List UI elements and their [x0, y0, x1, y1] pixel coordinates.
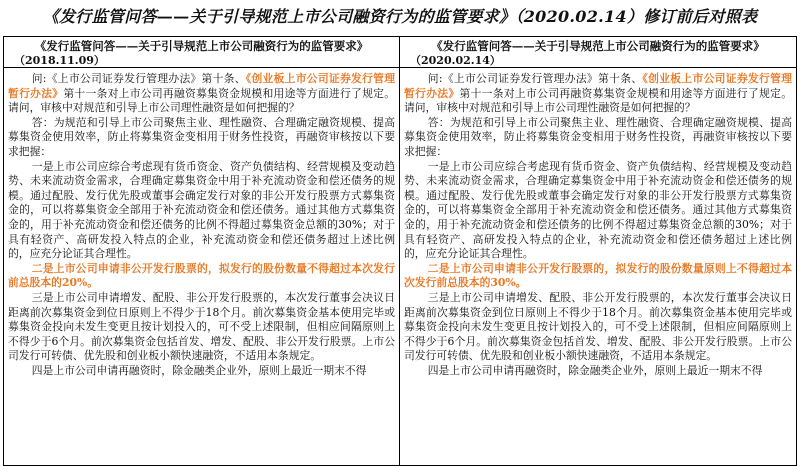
highlighted-text: 《创业板上市公司证券发行管理暂行办法》 — [404, 72, 792, 100]
rule-two-paragraph-highlighted: 二是上市公司申请非公开发行股票的，拟发行的股份数量原则上不得超过本次发行前总股本的30%。 — [404, 261, 792, 290]
rule-two-paragraph-highlighted: 二是上市公司申请非公开发行股票的，拟发行的股份数量不得超过本次发行前总股本的20%。 — [8, 261, 395, 290]
rule-three-paragraph: 三是上市公司申请增发、配股、非公开发行股票的，本次发行董事会决议日距离前次募集资金到位日原则上不得少于18个月。前次募集资金基本使用完毕或募集资金投向未发生变更且按计划投入的，可不受上述限制，但相应间隔原则上不得少于6个月。前次募集资金包括首发、增发、配股、非公开发行股票。上市公司发行可转债、优先股和创业板小额快速融资，不适用本条规定。 — [404, 290, 792, 363]
rule-four-paragraph: 四是上市公司申请再融资时，除金融类企业外，原则上最近一期末不得 — [427, 363, 763, 377]
rule-three-paragraph: 三是上市公司申请增发、配股、非公开发行股票的，本次发行董事会决议日距离前次募集资金到位日原则上不得少于18个月。前次募集资金基本使用完毕或募集资金投向未发生变更且按计划投入的，可不受上述限制，但相应间隔原则上不得少于6个月。前次募集资金包括首发、增发、配股、非公开发行股票。上市公司发行可转债、优先股和创业板小额快速融资，不适用本条规定。 — [8, 290, 395, 363]
column-before-2018 — [4, 37, 400, 465]
column-after-2020 — [400, 37, 796, 465]
column-date: （2020.02.14） — [400, 54, 796, 68]
question-text-b: 第十一条对上市公司再融资募集资金规模和用途等方面进行了规定。请问，审核中对规范和引导上市公司理性融资是如何把握的？ — [8, 86, 396, 115]
column-heading: 《发行监管问答——关于引导规范上市公司融资行为的监管要求》 — [34, 39, 369, 53]
question-text-b: 第十一条对上市公司再融资募集资金规模和用途等方面进行了规定。请问，审核中对规范和引导上市公司理性融资是如何把握的？ — [404, 86, 793, 115]
question-paragraph — [404, 72, 792, 116]
question-text-a: 问:《上市公司证券发行管理办法》第十条、 — [31, 72, 246, 85]
rule-one-paragraph: 一是上市公司应综合考虑现有货币资金、资产负债结构、经营规模及变动趋势、未来流动资金需求，合理确定募集资金中用于补充流动资金和偿还债务的规模。通过配股、发行优先股或董事会确定发行对象的非公开发行股票方式募集资金的，可以将募集资金全部用于补充流动资金和偿还债务。通过其他方式募集资金的，用于补充流动资金和偿还债务的比例不得超过募集资金总额的30%；对于具有轻资产、高研发投入特点的企业，补充流动资金和偿还债务超过上述比例的，应充分论证其合理性。 — [8, 159, 395, 261]
comparison-table — [3, 36, 797, 466]
page-title: 《发行监管问答——关于引导规范上市公司融资行为的监管要求》（2020.02.14）修订前后对照表 — [42, 7, 758, 26]
rule-four-paragraph: 四是上市公司申请再融资时，除金融类企业外，原则上最近一期末不得 — [31, 363, 367, 377]
question-paragraph — [8, 72, 395, 116]
answer-paragraph: 答：为规范和引导上市公司聚焦主业、理性融资、合理确定融资规模、提高募集资金使用效率，防止将募集资金变相用于财务性投资，再融资审核按以下要求把握： — [404, 115, 792, 158]
rule-one-paragraph: 一是上市公司应综合考虑现有货币资金、资产负债结构、经营规模及变动趋势、未来流动资金需求，合理确定募集资金中用于补充流动资金和偿还债务的规模。通过配股、发行优先股或董事会确定发行对象的非公开发行股票方式募集资金的，可以将募集资金全部用于补充流动资金和偿还债务。通过其他方式募集资金的，用于补充流动资金和偿还债务的比例不得超过募集资金总额的30%；对于具有轻资产、高研发投入特点的企业，补充流动资金和偿还债务超过上述比例的，应充分论证其合理性。 — [404, 159, 792, 261]
question-text-a: 问:《上市公司证券发行管理办法》第十条、 — [427, 72, 643, 85]
column-heading: 《发行监管问答——关于引导规范上市公司融资行为的监管要求》 — [431, 39, 765, 53]
column-date: （2018.11.09） — [4, 54, 399, 68]
answer-paragraph: 答：为规范和引导上市公司聚焦主业、理性融资、合理确定融资规模、提高募集资金使用效率，防止将募集资金变相用于财务性投资，再融资审核按以下要求把握： — [8, 115, 395, 158]
highlighted-text: 《创业板上市公司证券发行管理暂行办法》 — [8, 72, 395, 100]
